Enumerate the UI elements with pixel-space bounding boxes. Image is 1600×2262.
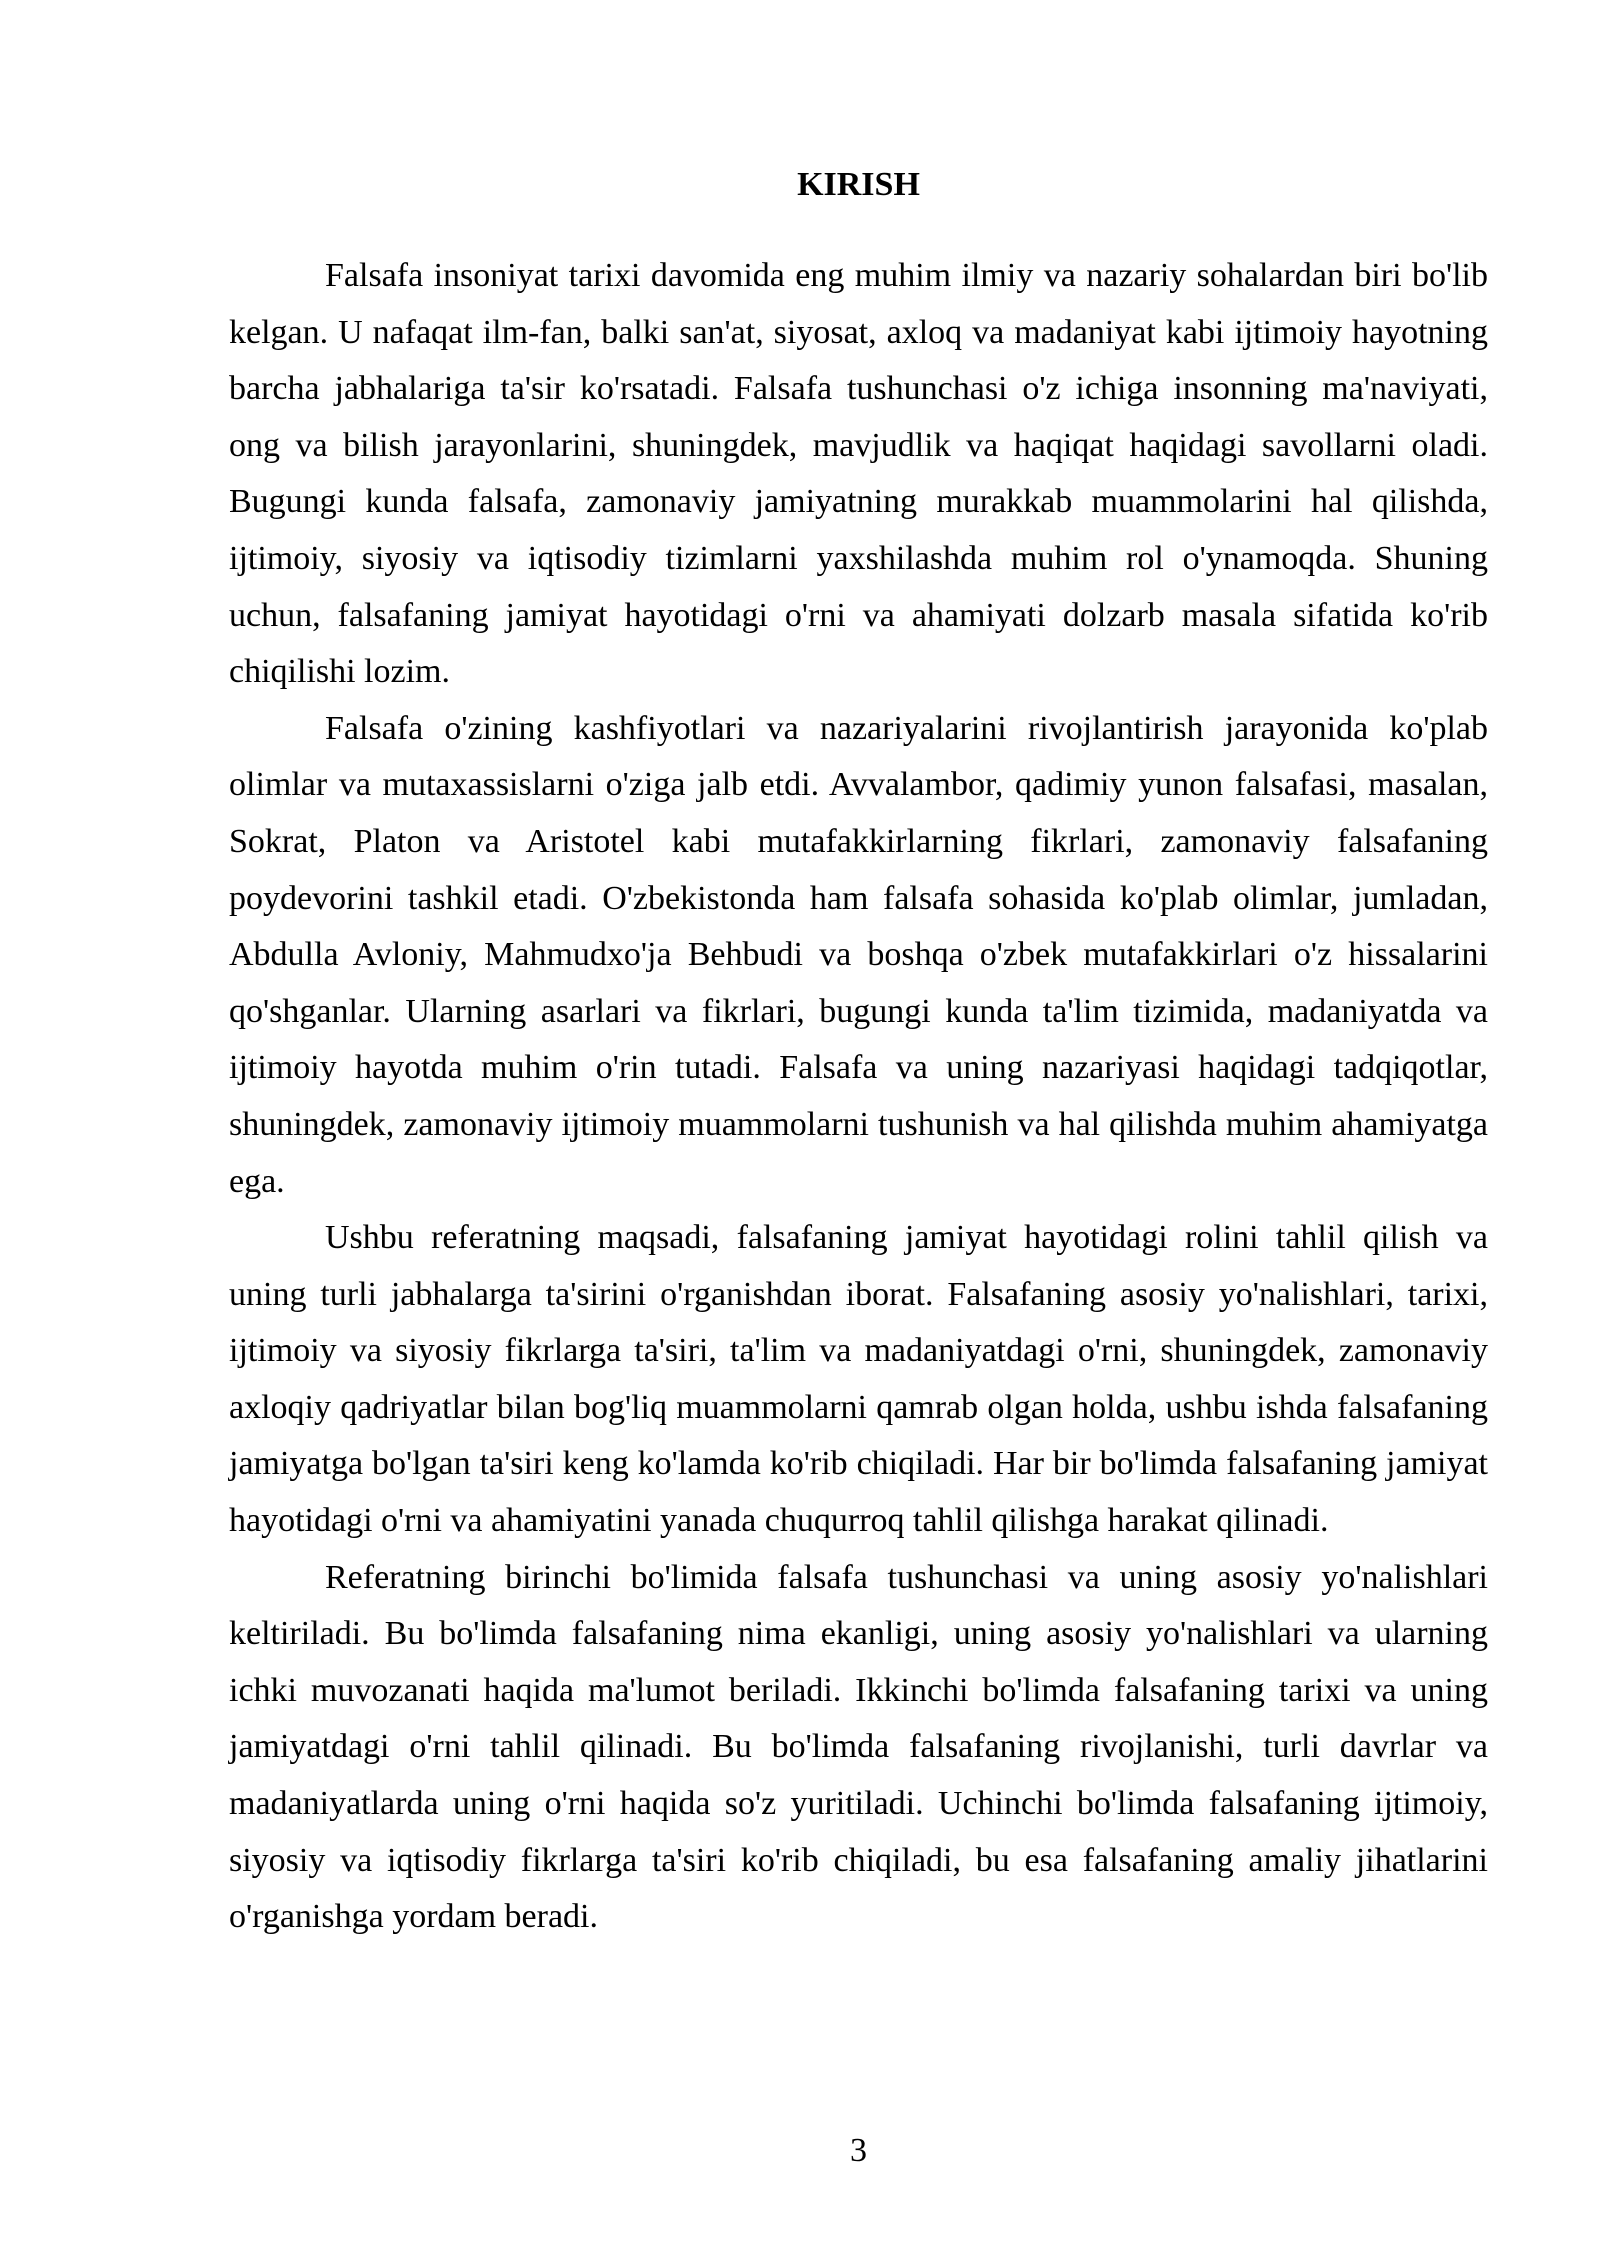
page-number: 3 [850,2132,867,2169]
paragraph: Ushbu referatning maqsadi, falsafaning jamiyat hayotidagi rolini tahlil qilish va uning turli jabhalarga ta'sirini o'rganishdan iborat. Falsafaning asosiy yo'nalishlari, tarixi, ijtimoiy va siyosiy fikrlarga ta'siri, ta'lim va madaniyatdagi o'rni, shuningdek, zamonaviy axloqiy qadriyatlar bilan bog'liq muammolarni qamrab olgan holda, ushbu ishda falsafaning jamiyatga bo'lgan ta'siri keng ko'lamda ko'rib chiqiladi. Har bir bo'limda falsafaning jamiyat hayotidagi o'rni va ahamiyatini yanada chuqurroq tahlil qilishga harakat qilinadi. [229,1219,1488,1540]
paragraph: Falsafa insoniyat tarixi davomida eng muhim ilmiy va nazariy sohalardan biri bo'lib kelgan. U nafaqat ilm-fan, balki san'at, siyosat, axloq va madaniyat kabi ijtimoiy hayotning barcha jabhalariga ta'sir ko'rsatadi. Falsafa tushunchasi o'z ichiga insonning ma'naviyati, ong va bilish jarayonlarini, shuningdek, mavjudlik va haqiqat haqidagi savollarni oladi. Bugungi kunda falsafa, zamonaviy jamiyatning murakkab muammolarini hal qilishda, ijtimoiy, siyosiy va iqtisodiy tizimlarni yaxshilashda muhim rol o'ynamoqda. Shuning uchun, falsafaning jamiyat hayotidagi o'rni va ahamiyati dolzarb masala sifatida ko'rib chiqilishi lozim. [229,257,1488,691]
page-title: KIRISH [797,166,920,203]
body-text [229,248,1488,1946]
paragraph: Falsafa o'zining kashfiyotlari va nazariyalarini rivojlantirish jarayonida ko'plab olimlar va mutaxassislarni o'ziga jalb etdi. Avvalambor, qadimiy yunon falsafasi, masalan, Sokrat, Platon va Aristotel kabi mutafakkirlarning fikrlari, zamonaviy falsafaning poydevorini tashkil etadi. O'zbekistonda ham falsafa sohasida ko'plab olimlar, jumladan, Abdulla Avloniy, Mahmudxo'ja Behbudi va boshqa o'zbek mutafakkirlari o'z hissalarini qo'shganlar. Ularning asarlari va fikrlari, bugungi kunda ta'lim tizimida, madaniyatda va ijtimoiy hayotda muhim o'rin tutadi. Falsafa va uning nazariyasi haqidagi tadqiqotlar, shuningdek, zamonaviy ijtimoiy muammolarni tushunish va hal qilishda muhim ahamiyatga ega. [229,709,1488,1200]
paragraph: Referatning birinchi bo'limida falsafa tushunchasi va uning asosiy yo'nalishlari keltiriladi. Bu bo'limda falsafaning nima ekanligi, uning asosiy yo'nalishlari va ularning ichki muvozanati haqida ma'lumot beriladi. Ikkinchi bo'limda falsafaning tarixi va uning jamiyatdagi o'rni tahlil qilinadi. Bu bo'limda falsafaning rivojlanishi, turli davrlar va madaniyatlarda uning o'rni haqida so'z yuritiladi. Uchinchi bo'limda falsafaning ijtimoiy, siyosiy va iqtisodiy fikrlarga ta'siri ko'rib chiqiladi, bu esa falsafaning amaliy jihatlarini o'rganishga yordam beradi. [229,1558,1488,1936]
